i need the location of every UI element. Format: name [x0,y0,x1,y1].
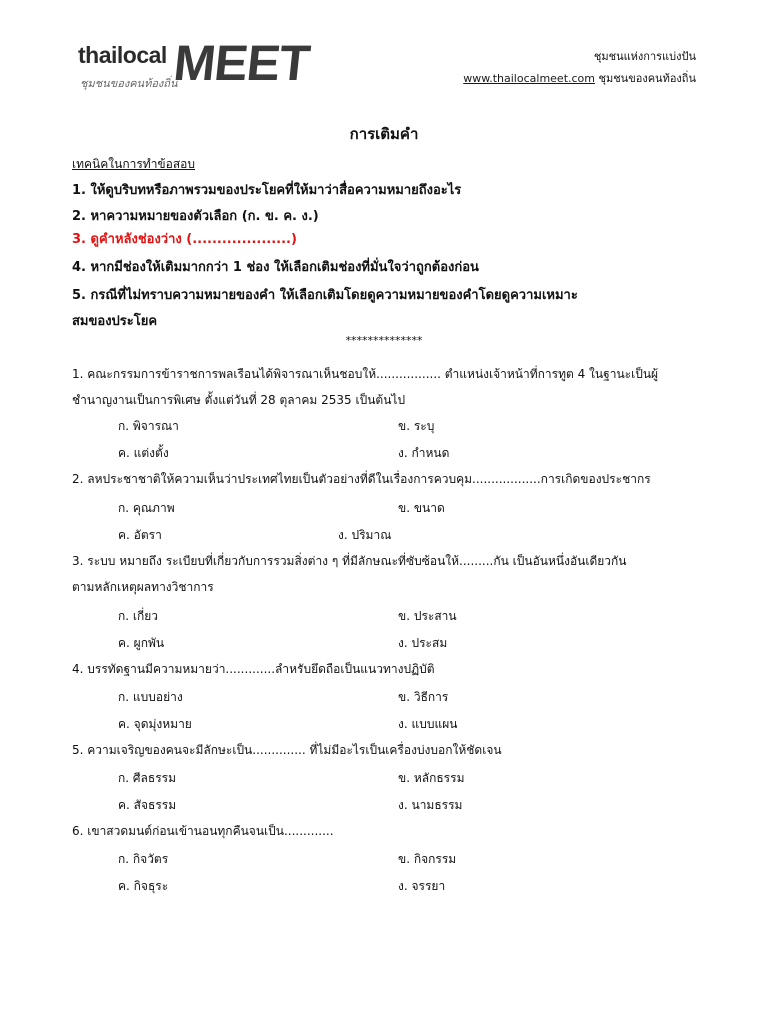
rule-5-cont: สมของประโยค [72,314,158,329]
option[interactable]: ก. พิจารณา [118,419,179,433]
option[interactable]: ค. จุดมุ่งหมาย [118,717,192,731]
option[interactable]: ง. จรรยา [398,879,446,893]
question-4 [72,656,712,682]
option[interactable]: ก. คุณภาพ [118,501,175,515]
question-6 [72,818,712,844]
community-line: ชุมชนแห่งการแบ่งปัน [593,50,696,63]
separator: ************** [345,334,423,347]
rule-4: 4. หากมีช่องให้เติมมากกว่า 1 ช่อง ให้เลือกเติมช่องที่มั่นใจว่าถูกต้องก่อน [72,260,479,275]
question-line: ตามหลักเหตุผลทางวิชาการ [72,580,214,594]
logo-text-small: thailocal [78,42,167,68]
rule-3: 3. ดูคำหลังช่องว่าง (....................) [72,232,297,247]
url-line [463,68,696,90]
option[interactable]: ค. แต่งตั้ง [118,446,169,460]
logo-tagline: ชุมชนของคนท้องถิ่น [80,77,178,90]
option[interactable]: ง. แบบแผน [398,717,458,731]
question-line: 4. บรรทัดฐานมีความหมายว่า.............ลำหรับยึดถือเป็นแนวทางปฏิบัติ [72,662,435,676]
question-5 [72,737,712,763]
option[interactable]: ก. แบบอย่าง [118,690,183,704]
option[interactable]: ค. ผูกพัน [118,636,165,650]
option[interactable]: ข. กิจกรรม [398,852,457,866]
option[interactable]: ก. กิจวัตร [118,852,169,866]
option[interactable]: ข. ขนาด [398,501,445,515]
site-link[interactable]: www.thailocalmeet.com [463,72,595,85]
option[interactable]: ค. กิจธุระ [118,879,169,893]
question-line: 2. ลหประชาชาติให้ความเห็นว่าประเทศไทยเป็นตัวอย่างที่ดีในเรื่องการควบคุม..................การเกิดของประชากร [72,472,651,486]
option[interactable]: ก. เกี่ยว [118,609,159,623]
question-1 [72,361,712,413]
question-3 [72,548,712,600]
question-line: ชำนาญงานเป็นการพิเศษ ตั้งแต่วันที่ 28 ตุลาคม 2535 เป็นต้นไป [72,393,406,407]
logo-text-big: MEET [171,35,312,91]
option[interactable]: ข. ระบุ [398,419,435,433]
option[interactable]: ข. วิธีการ [398,690,449,704]
option[interactable]: ง. ปริมาณ [338,528,392,542]
option[interactable]: ค. อัตรา [118,528,162,542]
page-title: การเติมคำ [349,125,419,143]
rule-2: 2. หาความหมายของตัวเลือก (ก. ข. ค. ง.) [72,209,319,224]
header-right [463,46,696,90]
question-line: 6. เขาสวดมนต์ก่อนเข้านอนทุกคืนจนเป็น............. [72,824,334,838]
logo [78,35,328,94]
rule-5: 5. กรณีที่ไม่ทราบความหมายของคำ ให้เลือกเติมโดยดูความหมายของคำโดยดูความเหมาะ [72,288,578,303]
option[interactable]: ง. กำหนด [398,446,450,460]
url-suffix: ชุมชนของคนท้องถิ่น [598,72,696,85]
technique-heading: เทคนิคในการทำข้อสอบ [72,157,195,171]
rule-1: 1. ให้ดูบริบทหรือภาพรวมของประโยคที่ให้มาว่าสื่อความหมายถึงอะไร [72,183,462,198]
question-2 [72,466,712,492]
question-line: 1. คณะกรรมการข้าราชการพลเรือนได้พิจารณาเห็นชอบให้................. ตำแหน่งเจ้าหน้าที่การทูต 4 ในฐานะเป็นผู้ [72,367,659,381]
question-line: 3. ระบบ หมายถึง ระเบียบที่เกี่ยวกับการรวมสิ่งต่าง ๆ ที่มีลักษณะที่ซับซ้อนให้.........กัน เป็นอันหนึ่งอันเดียวกัน [72,554,627,568]
option[interactable]: ก. ศีลธรรม [118,771,176,785]
option[interactable]: ง. ประสม [398,636,448,650]
option[interactable]: ข. หลักธรรม [398,771,465,785]
option[interactable]: ค. สัจธรรม [118,798,177,812]
option[interactable]: ง. นามธรรม [398,798,463,812]
question-line: 5. ความเจริญของคนจะมีลักษะเป็น.............. ที่ไม่มีอะไรเป็นเครื่องบ่งบอกให้ชัดเจน [72,743,502,757]
option[interactable]: ข. ประสาน [398,609,457,623]
